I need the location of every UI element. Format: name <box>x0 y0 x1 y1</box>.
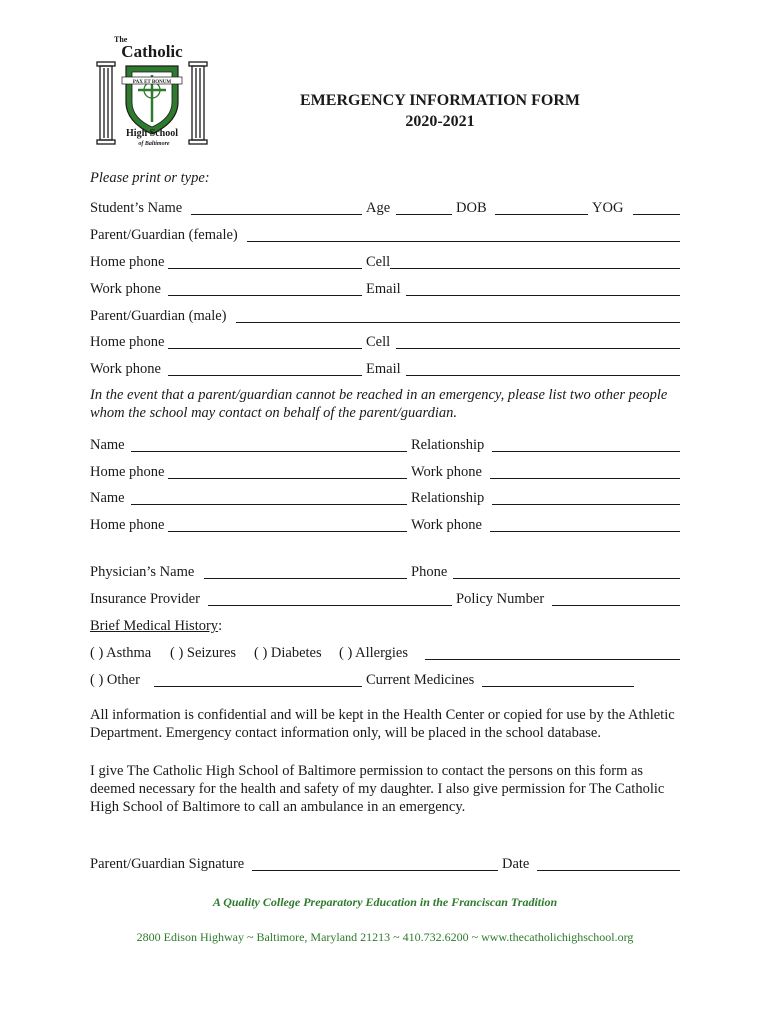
footer-address: 2800 Edison Highway ~ Baltimore, Maryland 21213 ~ 410.732.6200 ~ www.thecatholichighschool.org <box>136 930 634 944</box>
insurance-provider-label: Insurance Provider <box>90 591 200 607</box>
contact2-relationship-field[interactable] <box>492 504 680 505</box>
form-title <box>240 90 640 132</box>
female-cell-field[interactable] <box>390 268 680 269</box>
contact1-name-field[interactable] <box>131 451 407 452</box>
contact1-row <box>90 436 680 454</box>
contact2-name-label: Name <box>90 490 125 506</box>
physician-phone-label: Phone <box>411 564 448 580</box>
female-email-label: Email <box>366 281 401 297</box>
physician-name-label: Physician’s Name <box>90 564 195 580</box>
allergies-checkbox[interactable]: ( ) Allergies <box>339 645 408 661</box>
form-title-year: 2020-2021 <box>405 113 475 130</box>
female-guardian-label: Parent/Guardian (female) <box>90 227 238 243</box>
male-work-row <box>90 360 680 378</box>
seizures-checkbox[interactable]: ( ) Seizures <box>170 645 237 661</box>
female-guardian-row <box>90 226 680 244</box>
contact1-work-label: Work phone <box>411 464 482 480</box>
logo-name: Catholic <box>121 42 183 61</box>
medical-heading-text: Brief Medical History <box>90 618 219 634</box>
contact2-row <box>90 489 680 507</box>
signature-field[interactable] <box>252 870 498 871</box>
other-field[interactable] <box>154 686 362 687</box>
physician-name-field[interactable] <box>204 578 407 579</box>
female-work-field[interactable] <box>168 295 362 296</box>
medical-heading-row <box>90 617 680 635</box>
student-yog-label: YOG <box>592 200 624 216</box>
contact2-home-field[interactable] <box>168 531 407 532</box>
contact2-work-label: Work phone <box>411 517 482 533</box>
form-title-line1: EMERGENCY INFORMATION FORM <box>300 92 580 109</box>
male-email-field[interactable] <box>406 375 680 376</box>
male-home-label: Home phone <box>90 334 165 350</box>
student-age-label: Age <box>366 200 391 216</box>
medicines-field[interactable] <box>482 686 634 687</box>
logo-line1: High School <box>126 128 178 139</box>
contact2-name-field[interactable] <box>131 504 407 505</box>
male-phone-row <box>90 333 680 351</box>
student-row <box>90 199 680 217</box>
insurance-policy-label: Policy Number <box>456 591 545 607</box>
male-cell-label: Cell <box>366 334 391 350</box>
footer-tagline: A Quality College Preparatory Education in the Franciscan Tradition <box>212 895 558 909</box>
female-phone-row <box>90 253 680 271</box>
other-checkbox[interactable]: ( ) Other <box>90 672 140 688</box>
contact1-relationship-field[interactable] <box>492 451 680 452</box>
contact2-work-field[interactable] <box>490 531 680 532</box>
medical-conditions-row <box>90 644 680 662</box>
medicines-label: Current Medicines <box>366 672 475 688</box>
male-home-field[interactable] <box>168 348 362 349</box>
female-work-row <box>90 280 680 298</box>
male-work-field[interactable] <box>168 375 362 376</box>
female-work-label: Work phone <box>90 281 161 297</box>
contact1-phone-row <box>90 463 680 481</box>
permission-statement: I give The Catholic High School of Baltimore permission to contact the persons on this form as deemed necessary for the health and safety of my daughter. I also give permission for The Catholic High School of Baltimore to call an ambulance in an emergency. <box>90 763 665 815</box>
allergies-field[interactable] <box>425 659 680 660</box>
medical-other-row <box>90 671 680 689</box>
contact1-home-label: Home phone <box>90 464 165 480</box>
student-yog-field[interactable] <box>633 214 680 215</box>
date-field[interactable] <box>537 870 680 871</box>
contact2-home-label: Home phone <box>90 517 165 533</box>
student-name-field[interactable] <box>191 214 362 215</box>
male-guardian-field[interactable] <box>236 322 680 323</box>
female-home-field[interactable] <box>168 268 362 269</box>
insurance-provider-field[interactable] <box>208 605 452 606</box>
male-guardian-label: Parent/Guardian (male) <box>90 308 227 324</box>
contact1-home-field[interactable] <box>168 478 407 479</box>
medical-heading <box>90 617 222 635</box>
student-age-field[interactable] <box>396 214 452 215</box>
school-crest-icon <box>92 30 212 155</box>
female-home-label: Home phone <box>90 254 165 270</box>
physician-row <box>90 563 680 581</box>
logo-ribbon: PAX ET BONUM <box>132 80 172 85</box>
instructions: Please print or type: <box>90 170 210 186</box>
signature-label: Parent/Guardian Signature <box>90 856 245 872</box>
student-dob-label: DOB <box>456 200 487 216</box>
contact1-name-label: Name <box>90 437 125 453</box>
female-guardian-field[interactable] <box>247 241 680 242</box>
contact1-relationship-label: Relationship <box>411 437 485 453</box>
contact1-work-field[interactable] <box>490 478 680 479</box>
insurance-row <box>90 590 680 608</box>
student-dob-field[interactable] <box>495 214 588 215</box>
male-guardian-row <box>90 307 680 325</box>
logo-line2: of Baltimore <box>138 141 170 147</box>
insurance-policy-field[interactable] <box>552 605 680 606</box>
contact2-relationship-label: Relationship <box>411 490 485 506</box>
date-label: Date <box>502 856 530 872</box>
medical-heading-colon: : <box>218 618 223 634</box>
physician-phone-field[interactable] <box>453 578 680 579</box>
asthma-checkbox[interactable]: ( ) Asthma <box>90 645 152 661</box>
male-email-label: Email <box>366 361 401 377</box>
female-email-field[interactable] <box>406 295 680 296</box>
contact2-phone-row <box>90 516 680 534</box>
signature-row <box>90 855 680 873</box>
male-work-label: Work phone <box>90 361 161 377</box>
emergency-note: In the event that a parent/guardian cannot be reached in an emergency, please list two other people whom the school may contact on behalf of the parent/guardian. <box>90 387 668 421</box>
diabetes-checkbox[interactable]: ( ) Diabetes <box>254 645 322 661</box>
school-logo <box>92 30 212 155</box>
confidential-statement: All information is confidential and will be kept in the Health Center or copied for use by the Athletic Department. Emergency contact information only, will be placed in the school database. <box>90 707 675 741</box>
male-cell-field[interactable] <box>396 348 680 349</box>
female-cell-label: Cell <box>366 254 391 270</box>
logo-top-word: The <box>114 35 128 44</box>
student-name-label: Student’s Name <box>90 200 183 216</box>
